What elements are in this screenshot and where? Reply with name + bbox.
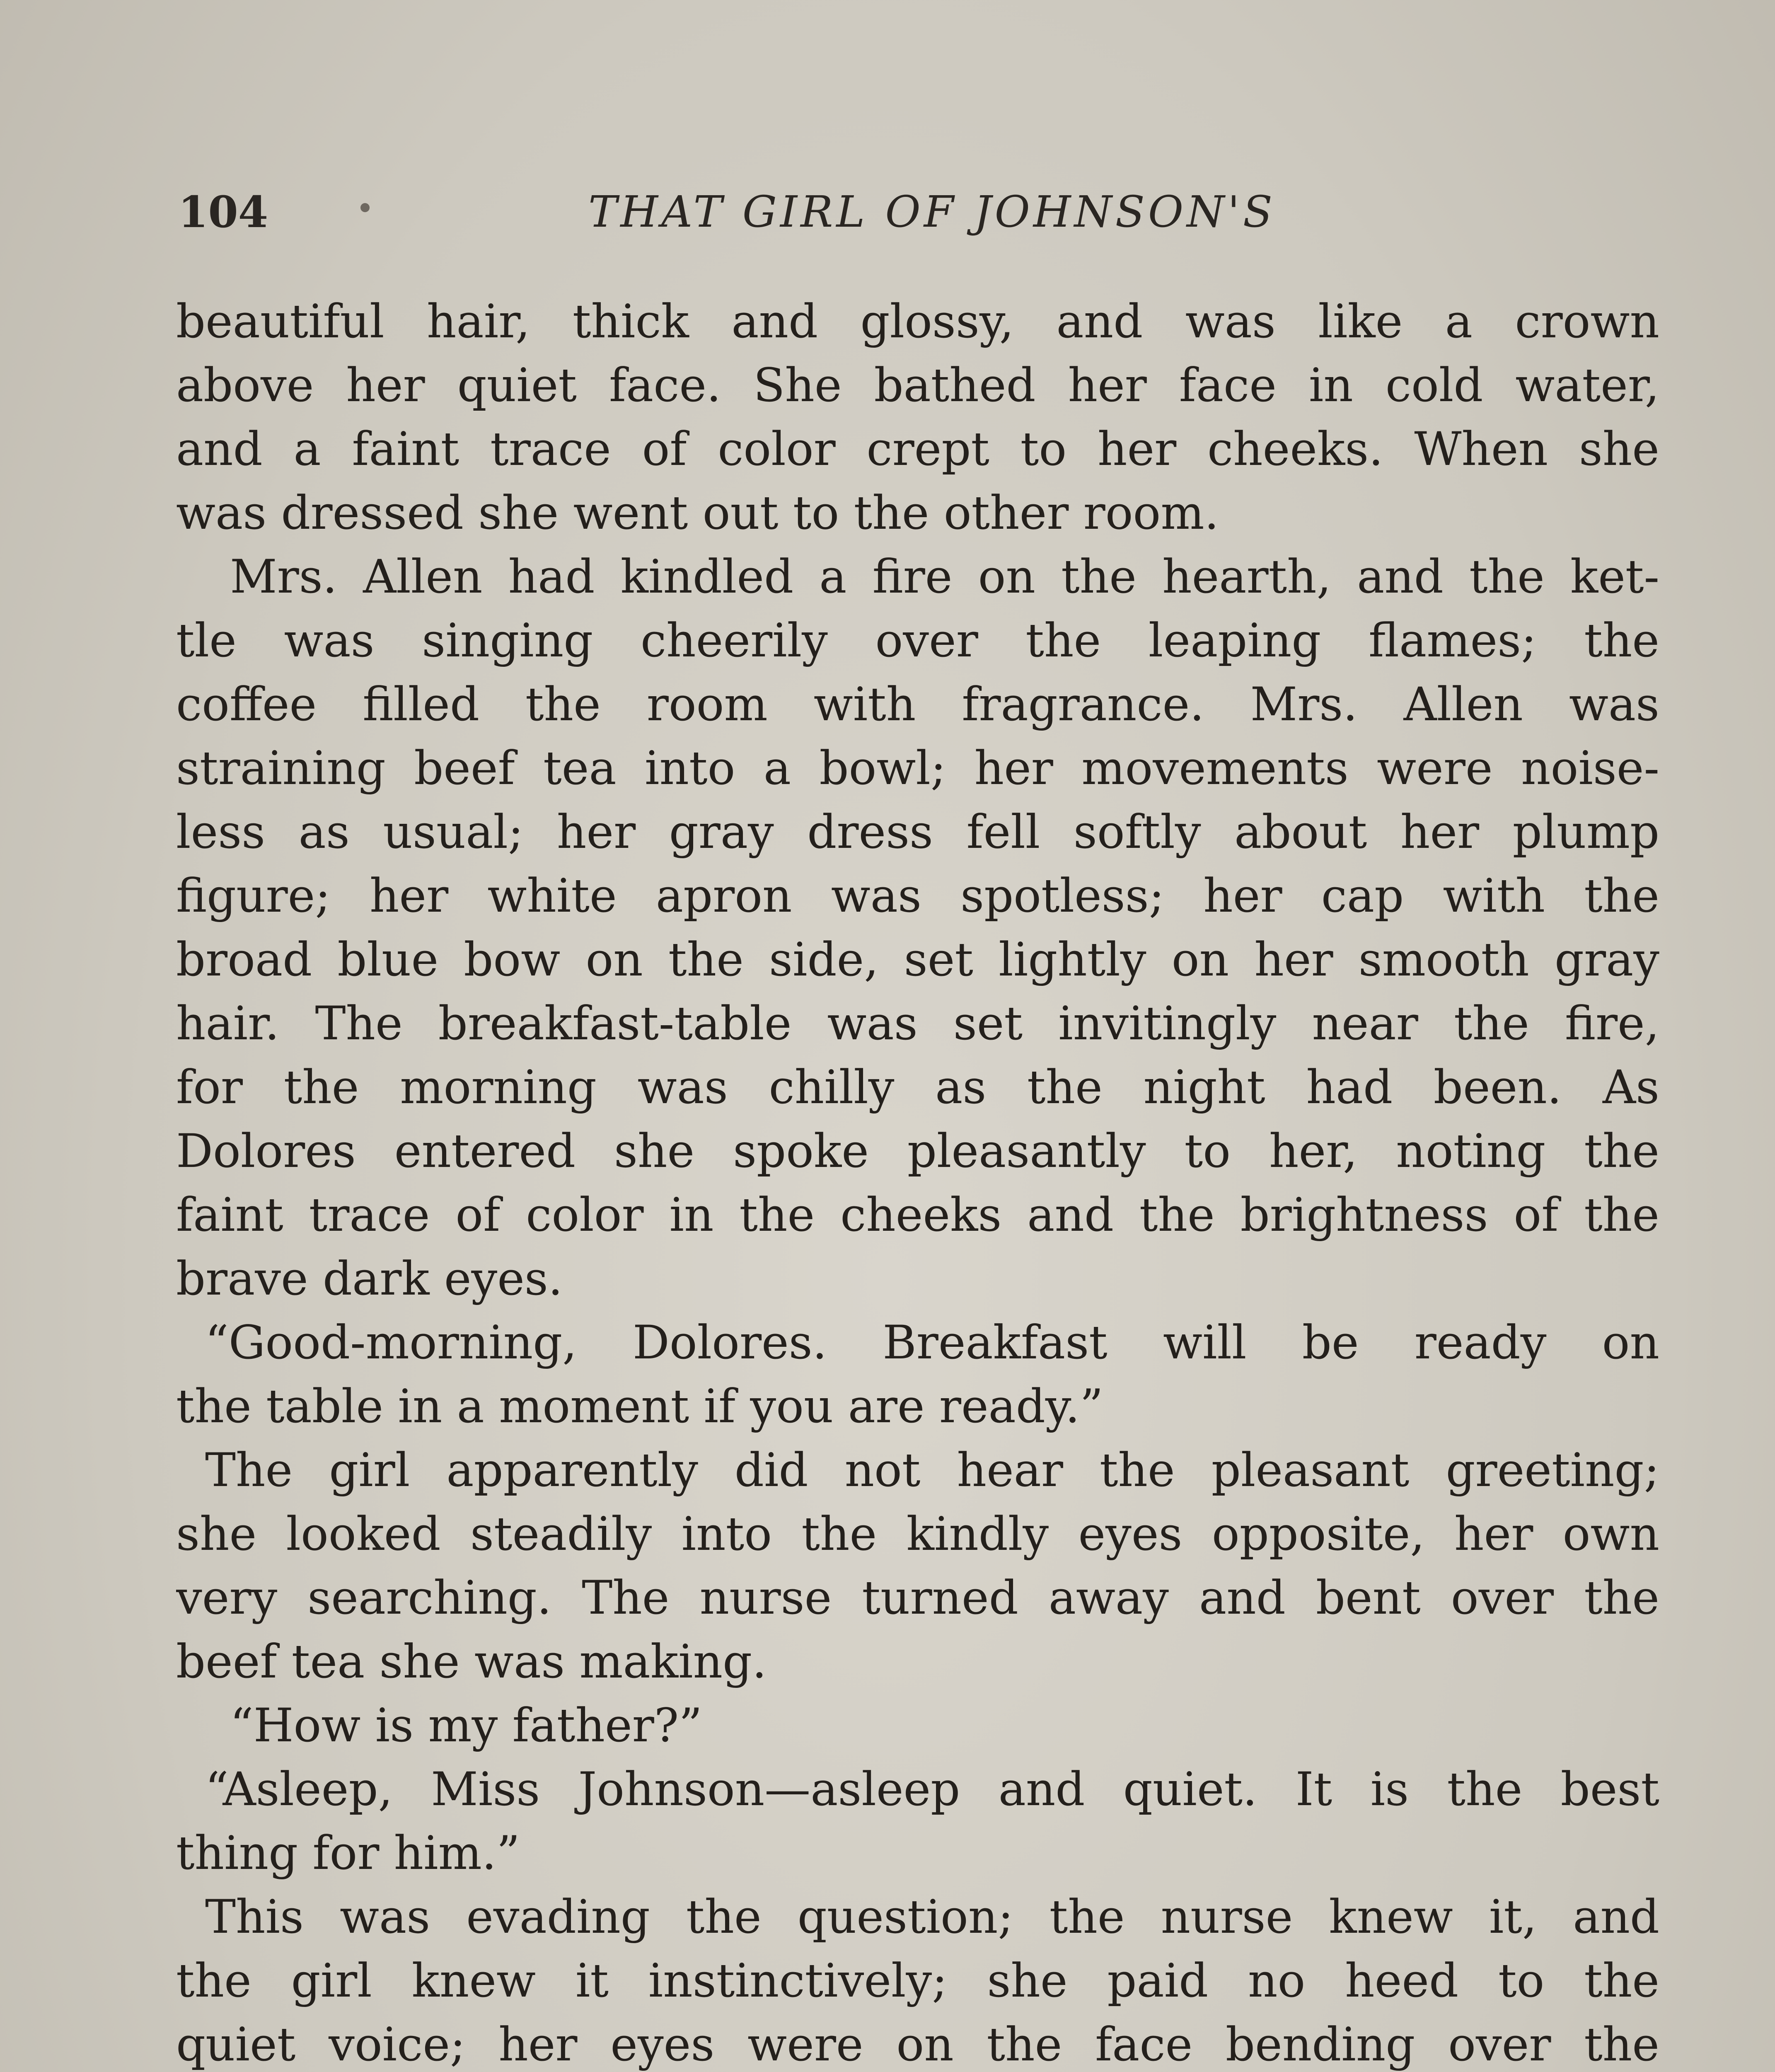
text-line: beautiful hair, thick and glossy, and was like a crown [176,295,1659,349]
text-line: very searching. The nurse turned away and bent over the [176,1571,1659,1625]
text-line: for the morning was chilly as the night had been. As [176,1061,1659,1114]
text-line: broad blue bow on the side, set lightly on her smooth gray [176,933,1659,987]
text-line: The girl apparently did not hear the pleasant greeting; [205,1444,1659,1497]
text-line: she looked steadily into the kindly eyes opposite, her own [176,1508,1659,1561]
text-line: brave dark eyes. [176,1252,563,1306]
text-line: “How is my father?” [230,1699,703,1752]
text-line: and a faint trace of color crept to her cheeks. When she [176,423,1659,476]
text-line: quiet voice; her eyes were on the face bending over the [176,2018,1659,2072]
page-header [178,178,1686,244]
text-line: thing for him.” [176,1827,520,1880]
header-dot-ornament [360,203,370,212]
text-line: was dressed she went out to the other room. [176,487,1219,540]
running-head: THAT GIRL OF JOHNSON'S [588,186,1276,237]
text-line: the girl knew it instinctively; she paid no heed to the [176,1954,1659,2008]
page-number: 104 [178,186,268,237]
text-line: “Asleep, Miss Johnson—asleep and quiet. It is the best [205,1763,1659,1816]
text-line: beef tea she was making. [176,1635,767,1689]
text-line: Dolores entered she spoke pleasantly to her, noting the [176,1125,1659,1178]
text-line: This was evading the question; the nurse knew it, and [205,1890,1659,1944]
text-line: coffee filled the room with fragrance. Mrs. Allen was [176,678,1659,731]
body-text [176,290,1659,2072]
text-line: straining beef tea into a bowl; her movements were noise- [176,742,1659,795]
text-line: above her quiet face. She bathed her face in cold water, [176,359,1659,412]
text-line: tle was singing cheerily over the leaping flames; the [176,614,1659,668]
text-line: the table in a moment if you are ready.” [176,1380,1103,1433]
text-line: “Good-morning, Dolores. Breakfast will be ready on [205,1316,1659,1370]
text-line: less as usual; her gray dress fell softly about her plump [176,806,1659,859]
text-line: faint trace of color in the cheeks and the brightness of the [176,1188,1659,1242]
text-line: figure; her white apron was spotless; her cap with the [176,869,1659,923]
text-line: hair. The breakfast-table was set invitingly near the fire, [176,997,1659,1051]
text-line: Mrs. Allen had kindled a fire on the hearth, and the ket- [230,550,1659,604]
